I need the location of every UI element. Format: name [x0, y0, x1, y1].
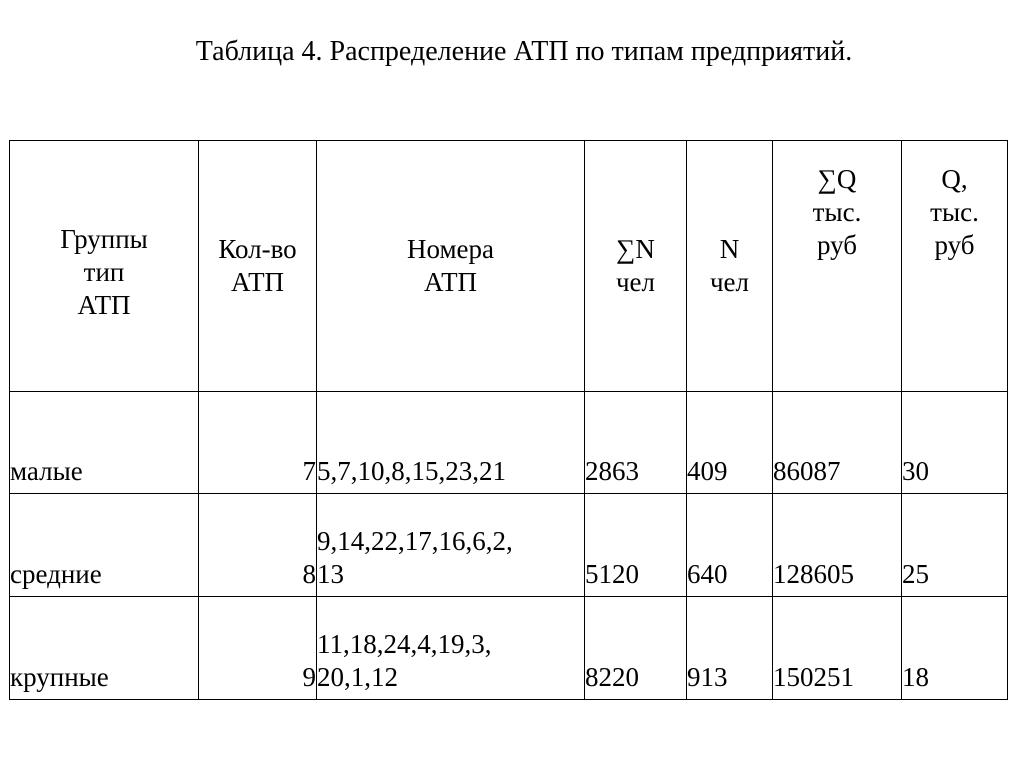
numbers-line: 13: [317, 559, 344, 589]
cell-sum-q: 128605: [773, 494, 902, 597]
header-line: АТП: [423, 267, 478, 297]
numbers-line: 9,14,22,17,16,6,2,: [317, 526, 513, 556]
header-line: Номера: [406, 234, 495, 264]
header-sum-n: [585, 141, 687, 392]
header-line: тыс.: [812, 197, 862, 227]
header-line: чел: [615, 267, 656, 297]
header-line: Группы: [60, 223, 148, 254]
cell-numbers: [317, 494, 585, 597]
atp-distribution-table: [9, 140, 1008, 700]
cell-group: средние: [10, 494, 199, 597]
header-line: чел: [709, 267, 750, 297]
header-numbers: [317, 141, 585, 392]
cell-n: 640: [687, 494, 773, 597]
header-sum-q: [773, 141, 902, 392]
header-q: [902, 141, 1008, 392]
cell-count: 8: [199, 494, 317, 597]
table-row: [10, 494, 1008, 597]
header-line: тыс.: [930, 197, 979, 227]
header-row: [10, 141, 1008, 392]
header-line: ∑N: [616, 234, 655, 264]
header-line: АТП: [230, 267, 285, 297]
cell-count: 9: [199, 597, 317, 700]
header-line: ∑Q: [817, 164, 857, 194]
cell-sum-q: 150251: [773, 597, 902, 700]
cell-sum-n: 2863: [585, 392, 687, 494]
header-line: Q,: [941, 164, 968, 194]
cell-q: 30: [902, 392, 1008, 494]
header-line: Кол-во: [218, 234, 297, 264]
header-count: [199, 141, 317, 392]
header-groups: [10, 141, 199, 392]
header-line: N: [719, 234, 740, 264]
cell-count: 7: [199, 392, 317, 494]
table-row: [10, 392, 1008, 494]
cell-numbers: [317, 392, 585, 494]
header-line: АТП: [77, 289, 131, 320]
header-line: руб: [816, 230, 858, 260]
cell-sum-n: 5120: [585, 494, 687, 597]
cell-sum-q: 86087: [773, 392, 902, 494]
cell-sum-n: 8220: [585, 597, 687, 700]
numbers-line: 11,18,24,4,19,3,: [317, 629, 492, 659]
numbers-line: 5,7,10,8,15,23,21: [317, 456, 506, 486]
cell-numbers: [317, 597, 585, 700]
numbers-line: 20,1,12: [317, 662, 398, 692]
header-line: тип: [83, 256, 125, 287]
table-caption: Таблица 4. Распределение АТП по типам предприятий.: [195, 36, 853, 67]
cell-group: крупные: [10, 597, 199, 700]
header-n: [687, 141, 773, 392]
table-row: [10, 597, 1008, 700]
cell-n: 913: [687, 597, 773, 700]
cell-q: 25: [902, 494, 1008, 597]
cell-n: 409: [687, 392, 773, 494]
cell-group: малые: [10, 392, 199, 494]
cell-q: 18: [902, 597, 1008, 700]
header-line: руб: [934, 230, 975, 260]
